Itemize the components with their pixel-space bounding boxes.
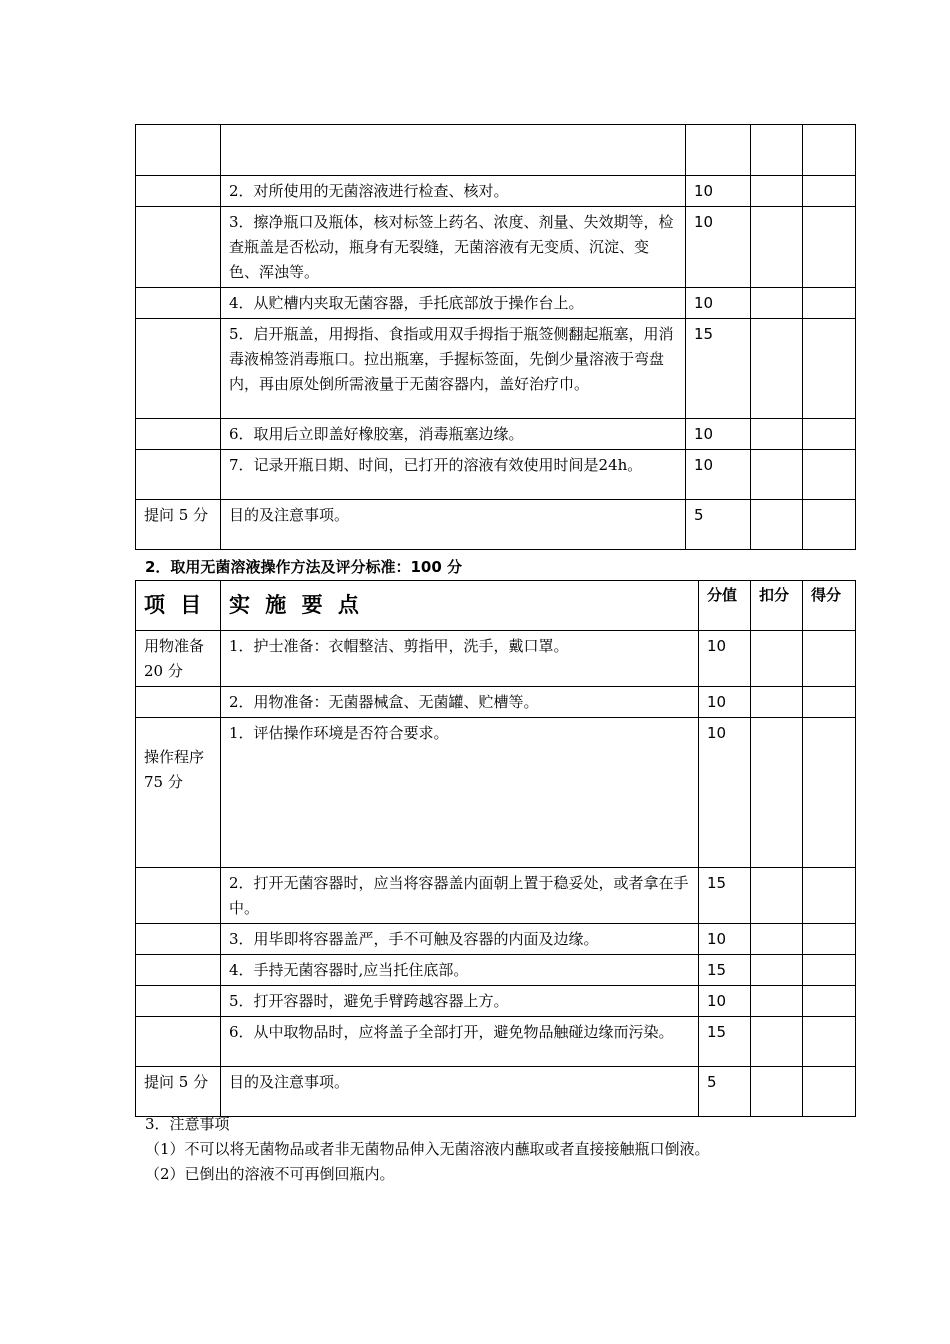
item-cell: [136, 419, 221, 450]
score-cell: 10: [699, 924, 751, 955]
item-cell: [136, 986, 221, 1017]
item-cell: 用物准备 20 分: [136, 631, 221, 687]
table-row: [136, 1067, 856, 1117]
notes-title: 3．注意事项: [145, 1115, 230, 1133]
content-cell: 3．擦净瓶口及瓶体，核对标签上药名、浓度、剂量、失效期等，检查瓶盖是否松动，瓶身有无裂缝，无菌溶液有无变质、沉淀、变色、浑浊等。: [221, 207, 686, 288]
result-cell: [803, 868, 856, 924]
table-row: [136, 207, 856, 288]
result-cell: [803, 288, 856, 319]
deduct-cell: [751, 319, 803, 419]
result-cell: [803, 631, 856, 687]
content-cell: 7．记录开瓶日期、时间，已打开的溶液有效使用时间是24h。: [221, 450, 686, 500]
header-score: 分值: [699, 581, 751, 631]
table-row: [136, 419, 856, 450]
deduct-cell: [751, 1017, 803, 1067]
table-row: [136, 687, 856, 718]
table-row: [136, 288, 856, 319]
table-row: [136, 500, 856, 550]
item-cell: [136, 207, 221, 288]
content-cell: 2．用物准备：无菌器械盒、无菌罐、贮槽等。: [221, 687, 699, 718]
table-row: [136, 450, 856, 500]
result-cell: [803, 125, 856, 176]
result-cell: [803, 924, 856, 955]
item-cell: 提问 5 分: [136, 1067, 221, 1117]
notes-section: [145, 1112, 710, 1187]
section-title: 2．取用无菌溶液操作方法及评分标准：100 分: [145, 558, 462, 576]
content-cell: 5．启开瓶盖，用拇指、食指或用双手拇指于瓶签侧翻起瓶塞，用消毒液棉签消毒瓶口。拉出瓶塞，手握标签面，先倒少量溶液于弯盘内，再由原处倒所需液量于无菌容器内，盖好治疗巾。: [221, 319, 686, 419]
score-cell: 10: [686, 419, 751, 450]
deduct-cell: [751, 924, 803, 955]
table-row: [136, 955, 856, 986]
content-cell: 3．用毕即将容器盖严，手不可触及容器的内面及边缘。: [221, 924, 699, 955]
item-cell: [136, 868, 221, 924]
content-cell: 1．护士准备：衣帽整洁、剪指甲，洗手，戴口罩。: [221, 631, 699, 687]
score-cell: 10: [699, 631, 751, 687]
header-get: 得分: [803, 581, 856, 631]
content-cell: [221, 125, 686, 176]
item-cell: [136, 319, 221, 419]
result-cell: [803, 319, 856, 419]
result-cell: [803, 986, 856, 1017]
scoring-table-continued: [135, 124, 856, 550]
item-cell: [136, 687, 221, 718]
deduct-cell: [751, 955, 803, 986]
content-cell: 5．打开容器时，避免手臂跨越容器上方。: [221, 986, 699, 1017]
deduct-cell: [751, 176, 803, 207]
deduct-cell: [751, 500, 803, 550]
score-cell: 10: [686, 450, 751, 500]
table-row: [136, 718, 856, 868]
item-cell: [136, 288, 221, 319]
result-cell: [803, 176, 856, 207]
deduct-cell: [751, 687, 803, 718]
score-cell: 10: [699, 718, 751, 868]
result-cell: [803, 500, 856, 550]
item-cell: [136, 176, 221, 207]
deduct-cell: [751, 718, 803, 868]
score-cell: 10: [686, 207, 751, 288]
deduct-cell: [751, 207, 803, 288]
score-cell: 5: [699, 1067, 751, 1117]
content-cell: 4．手持无菌容器时,应当托住底部。: [221, 955, 699, 986]
score-cell: [686, 125, 751, 176]
deduct-cell: [751, 419, 803, 450]
content-cell: 6．取用后立即盖好橡胶塞，消毒瓶塞边缘。: [221, 419, 686, 450]
score-cell: 10: [699, 687, 751, 718]
result-cell: [803, 955, 856, 986]
header-item: 项 目: [136, 581, 221, 631]
item-cell: [136, 125, 221, 176]
score-cell: 15: [699, 1017, 751, 1067]
deduct-cell: [751, 986, 803, 1017]
deduct-cell: [751, 868, 803, 924]
header-deduct: 扣分: [751, 581, 803, 631]
result-cell: [803, 1067, 856, 1117]
content-cell: 目的及注意事项。: [221, 500, 686, 550]
content-cell: 1．评估操作环境是否符合要求。: [221, 718, 699, 868]
result-cell: [803, 687, 856, 718]
table-row: [136, 125, 856, 176]
item-cell: [136, 450, 221, 500]
deduct-cell: [751, 631, 803, 687]
table-row: [136, 1017, 856, 1067]
result-cell: [803, 419, 856, 450]
score-cell: 15: [686, 319, 751, 419]
table-row: [136, 631, 856, 687]
score-cell: 10: [686, 288, 751, 319]
content-cell: 4．从贮槽内夹取无菌容器，手托底部放于操作台上。: [221, 288, 686, 319]
deduct-cell: [751, 288, 803, 319]
item-cell: 提问 5 分: [136, 500, 221, 550]
score-cell: 15: [699, 868, 751, 924]
result-cell: [803, 207, 856, 288]
score-cell: 10: [699, 986, 751, 1017]
item-cell: [136, 1017, 221, 1067]
table-row: [136, 924, 856, 955]
table-header-row: [136, 581, 856, 631]
scoring-table: [135, 580, 856, 1117]
result-cell: [803, 1017, 856, 1067]
deduct-cell: [751, 1067, 803, 1117]
item-cell: [136, 924, 221, 955]
result-cell: [803, 450, 856, 500]
content-cell: 2．打开无菌容器时，应当将容器盖内面朝上置于稳妥处，或者拿在手中。: [221, 868, 699, 924]
header-content: 实 施 要 点: [221, 581, 699, 631]
note-item: （1）不可以将无菌物品或者非无菌物品伸入无菌溶液内蘸取或者直接接触瓶口倒液。: [145, 1140, 710, 1158]
deduct-cell: [751, 450, 803, 500]
result-cell: [803, 718, 856, 868]
table-row: [136, 868, 856, 924]
score-cell: 5: [686, 500, 751, 550]
score-cell: 10: [686, 176, 751, 207]
deduct-cell: [751, 125, 803, 176]
content-cell: 6．从中取物品时，应将盖子全部打开，避免物品触碰边缘而污染。: [221, 1017, 699, 1067]
content-cell: 目的及注意事项。: [221, 1067, 699, 1117]
score-cell: 15: [699, 955, 751, 986]
table-row: [136, 986, 856, 1017]
table-row: [136, 319, 856, 419]
table-row: [136, 176, 856, 207]
content-cell: 2．对所使用的无菌溶液进行检查、核对。: [221, 176, 686, 207]
item-cell: 操作程序 75 分: [136, 718, 221, 868]
note-item: （2）已倒出的溶液不可再倒回瓶内。: [145, 1165, 395, 1183]
item-cell: [136, 955, 221, 986]
